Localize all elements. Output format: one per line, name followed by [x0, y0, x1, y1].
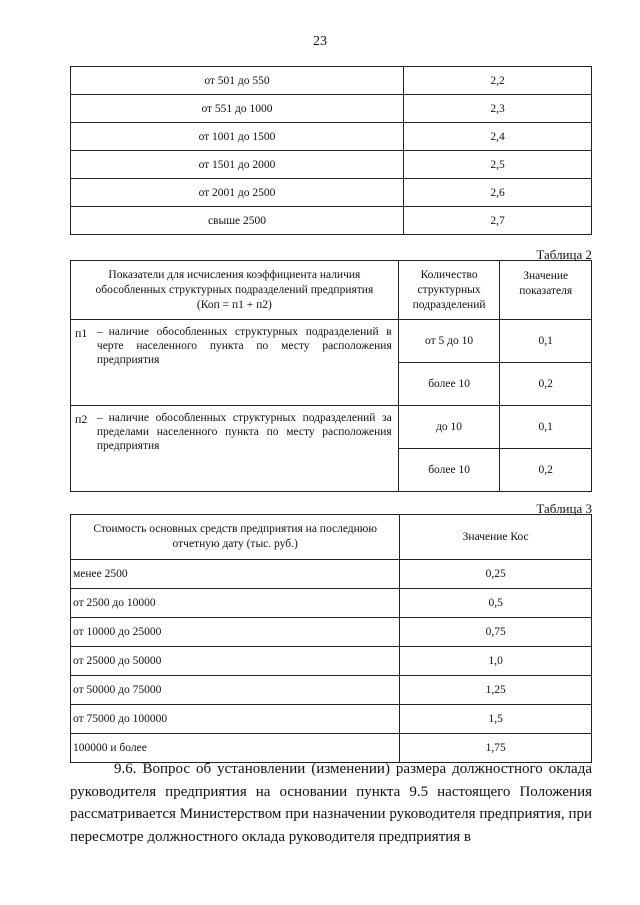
dash: –: [96, 412, 103, 424]
indicator-description: [95, 320, 398, 406]
table-row: [71, 676, 592, 705]
value-cell: 1,0: [400, 647, 592, 676]
table-row: [71, 179, 592, 207]
dash: –: [96, 326, 103, 338]
range-cell: от 25000 до 50000: [71, 647, 400, 676]
range-cell: от 10000 до 25000: [71, 618, 400, 647]
range-cell: от 2001 до 2500: [71, 179, 404, 207]
description-text: наличие обособленных структурных подразделений за пределами населенного пункта по месту расположения предприятия: [96, 412, 392, 452]
table-row: [71, 67, 592, 95]
paragraph-9-6: [70, 758, 592, 848]
value-cell: 0,75: [400, 618, 592, 647]
value-cell: 1,75: [400, 734, 592, 763]
value-cell: 1,5: [400, 705, 592, 734]
table3-caption: Таблица 3: [536, 501, 592, 516]
value-cell: 2,2: [404, 67, 592, 95]
fixed-assets-table: [70, 514, 592, 763]
range-cell: свыше 2500: [71, 207, 404, 235]
range-cell: от 1501 до 2000: [71, 151, 404, 179]
indicator-mark: п2: [71, 406, 95, 492]
value-cell: 0,2: [500, 363, 592, 406]
count-cell: более 10: [398, 449, 500, 492]
value-cell: 0,2: [500, 449, 592, 492]
table-row: [71, 95, 592, 123]
range-cell: 100000 и более: [71, 734, 400, 763]
value-cell: 0,25: [400, 560, 592, 589]
value-cell: 2,6: [404, 179, 592, 207]
table-row: [71, 705, 592, 734]
table-row: [71, 618, 592, 647]
table3-header-value: Значение Кос: [400, 515, 592, 560]
value-cell: 1,25: [400, 676, 592, 705]
range-cell: от 501 до 550: [71, 67, 404, 95]
table2-caption: Таблица 2: [536, 247, 592, 262]
table2-header-indicators: Показатели для исчисления коэффициента наличия обособленных структурных подразделений предприятия (Коп = п1 + п2): [71, 261, 399, 320]
value-cell: 2,3: [404, 95, 592, 123]
value-cell: 2,4: [404, 123, 592, 151]
range-cell: от 1001 до 1500: [71, 123, 404, 151]
range-cell: менее 2500: [71, 560, 400, 589]
range-cell: от 2500 до 10000: [71, 589, 400, 618]
indicator-description: [95, 406, 398, 492]
table-row: [71, 123, 592, 151]
range-cell: от 75000 до 100000: [71, 705, 400, 734]
table-row: [71, 406, 592, 449]
count-cell: от 5 до 10: [398, 320, 500, 363]
value-cell: 0,5: [400, 589, 592, 618]
value-cell: 0,1: [500, 320, 592, 363]
range-cell: от 50000 до 75000: [71, 676, 400, 705]
table-row: [71, 647, 592, 676]
indicator-mark: п1: [71, 320, 95, 406]
branch-units-table: [70, 260, 592, 492]
table2-header-count: Количество структурных подразделений: [398, 261, 500, 320]
value-cell: 2,7: [404, 207, 592, 235]
count-cell: более 10: [398, 363, 500, 406]
range-cell: от 551 до 1000: [71, 95, 404, 123]
table-row: [71, 151, 592, 179]
table-row: [71, 207, 592, 235]
table-row: [71, 560, 592, 589]
coefficient-table-continued: [70, 66, 592, 235]
count-cell: до 10: [398, 406, 500, 449]
description-text: наличие обособленных структурных подразделений в черте населенного пункта по месту расположения предприятия: [96, 326, 392, 366]
paragraph-text: 9.6. Вопрос об установлении (изменении) размера должностного оклада руководителя предприятия на основании пункта 9.5 настоящего Положения рассматривается Министерством при назначении руководителя предприятия, при пересмотре должностного оклада руководителя предприятия в: [70, 761, 592, 845]
table3-header-assets: Стоимость основных средств предприятия на последнюю отчетную дату (тыс. руб.): [71, 515, 400, 560]
value-cell: 2,5: [404, 151, 592, 179]
table2-header-value: Значение показателя: [500, 261, 592, 320]
value-cell: 0,1: [500, 406, 592, 449]
page-number: 23: [313, 34, 327, 49]
table-row: [71, 320, 592, 363]
table-row: [71, 589, 592, 618]
